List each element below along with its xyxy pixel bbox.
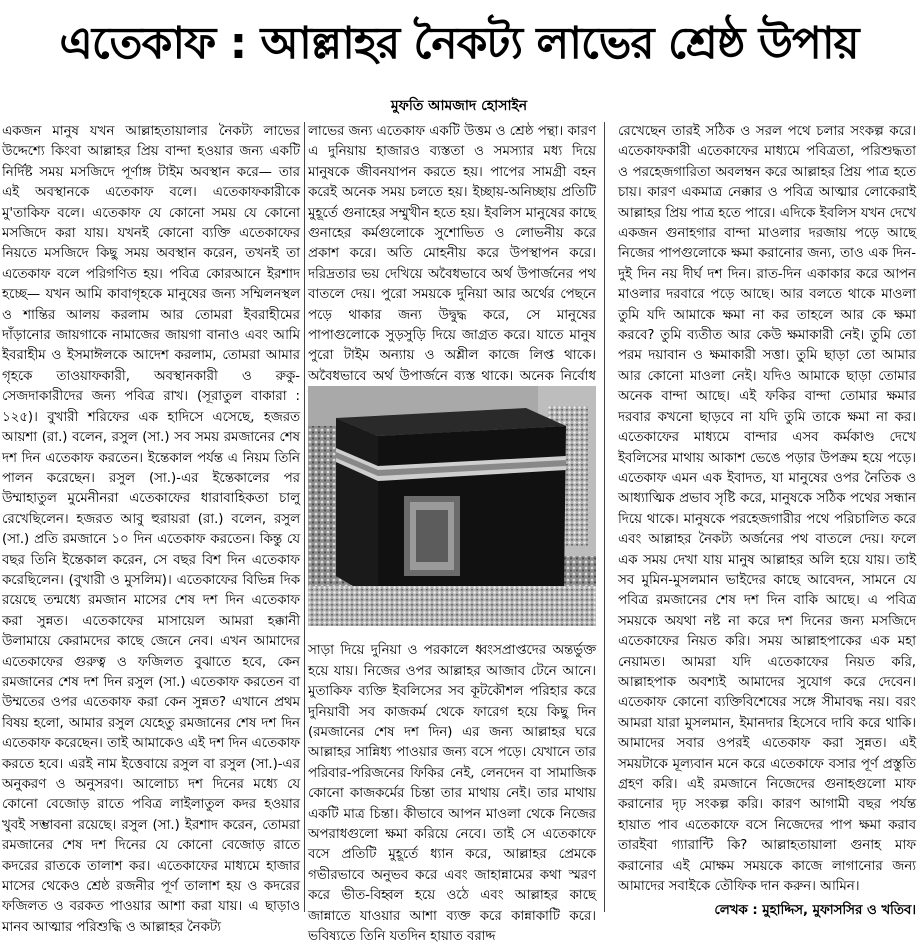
headline: এতেকাফ : আল্লাহর নৈকট্য লাভের শ্রেষ্ঠ উপায় (59, 18, 859, 69)
author-note: লেখক : মুহাদ্দিস, মুফাসসির ও খতিব। (714, 903, 916, 919)
kaaba-illustration (308, 386, 596, 626)
kaaba-photo (308, 386, 596, 626)
byline: মুফতি আমজাদ হোসাইন (390, 98, 528, 114)
column-3-text: রেখেছেন তারই সঠিক ও সরল পথে চলার সংকল্প করে। এতেকাফকারী এতেকাফের মাধ্যমে পবিত্রতা, পরিশুদ্ধতা ও পরহেজগারিতা অবলম্বন করে আল্লাহর প্রিয় পাত্র হতে চায়। কারণ একমাত্র নেক্কার ও পবিত্র আত্মার লোকেরাই আল্লাহর প্রিয় পাত্র হতে পারে। এদিকে ইবলিস যখন দেখে একজন গুনাহগার বান্দা মাওলার দরজায় পড়ে আছে নিজের পাপগুলোকে ক্ষমা করানোর জন্য, তাও এক দিন-দুই দিন নয় দীর্ঘ দশ দিন। রাত-দিন একাকার করে আপন মাওলার দরবারে পড়ে আছে। আর বলতে থাকে মাওলা তুমি যদি আমাকে ক্ষমা না কর তাহলে আর কে ক্ষমা করবে? তুমি ব্যতীত আর কেউ ক্ষমাকারী নেই। তুমি তো পরম দয়াবান ও ক্ষমাকারী সত্তা। তুমি ছাড়া তো আমার আর কোনো মাওলা নেই। যদিও আমাকে ছাড়া তোমার অনেক বান্দা আছে। এই ফকির বান্দা তোমার ক্ষমার দরবার কখনো ছাড়বে না যদি তুমি তাকে ক্ষমা না কর। এতেকাফের মাধ্যমে বান্দার এসব কর্মকাণ্ড দেখে ইবলিসের মাথায় আকাশ ভেঙে পড়ার উপক্রম হয়ে পড়ে। এতেকাফ এমন এক ইবাদত, যা মানুষের ওপর নৈতিক ও আধ্যাত্মিক প্রভাব সৃষ্টি করে, মানুষকে সঠিক পথের সন্ধান দিয়ে থাকে। মানুষকে পরহেজগারীর পথে পরিচালিত করে এবং আল্লাহর নৈকট্য অর্জনের পথ বাতলে দেয়। ফলে এক সময় দেখা যায় মানুষ আল্লাহর অলি হয়ে যায়। তাই সব মুমিন-মুসলমান ভাইদের কাছে আবেদন, সামনে যে পবিত্র রমজানের শেষ দশ দিন বাকি আছে। এ পবিত্র সময়কে অযথা নষ্ট না করে দশ দিনের জন্য মসজিদে এতেকাফের নিয়ত করি। সময় আল্লাহপাকের এক মহা নেয়ামত। আমরা যদি এতেকাফের নিয়ত করি, আল্লাহপাক অবশ্যই আমাদের সুযোগ করে দেবেন। এতেকাফ কোনো ব্যক্তিবিশেষের সঙ্গে সীমাবদ্ধ নয়। বরং আমরা যারা মুসলমান, ইমানদার হিসেবে দাবি করে থাকি। আমাদের সবার ওপরই এতেকাফ করা সুন্নত। এই সময়টাকে মূল্যবান মনে করে এতেকাফে বসার পূর্ণ প্রস্তুতি গ্রহণ করি। এই রমজানে নিজেদের গুনাহগুলো মাফ করানোর দৃঢ় সংকল্প করি। কারণ আগামী বছর পর্যন্ত হায়াত পাব এতেকাফে বসে নিজেদের পাপ ক্ষমা করাব তারইবা গ্যারান্টি কি? আল্লাহতায়ালা গুনাহ মাফ করানোর এই মোক্ষম সময়কে কাজে লাগানোর জন্য আমাদের সবাইকে তৌফিক দান করুন। আমিন। (618, 124, 916, 895)
column-rule (304, 122, 305, 912)
column-rule (604, 122, 605, 912)
article-column-1 (2, 122, 300, 935)
article-column-2-top (308, 122, 596, 382)
column-1-text: একজন মানুষ যখন আল্লাহতায়ালার নৈকট্য লাভের উদ্দেশ্যে কিংবা আল্লাহর প্রিয় বান্দা হওয়ার জন্য একটি নির্দিষ্ট সময় মসজিদে পূর্ণাঙ্গ টাইম অবস্থান করে— তার এই অবস্থানকে এতেকাফ বলে। এতেকাফকারীকে মু'তাকিফ বলে। এতেকাফ যে কোনো সময় যে কোনো মসজিদে করা যায়। যখনই কোনো ব্যক্তি এতেকাফের নিয়তে মসজিদে কিছু সময় অবস্থান করেন, তখনই তা এতেকাফ বলে পরিগণিত হয়। পবিত্র কোরআনে ইরশাদ হচ্ছে— যখন আমি কাবাগৃহকে মানুষের জন্য সম্মিলনস্থল ও শান্তির আলয় করলাম আর তোমরা ইবরাহীমের দাঁড়ানোর জায়গাকে নামাজের জায়গা বানাও এবং আমি ইবরাহীম ও ইসমাঈলকে আদেশ করলাম, তোমরা আমার গৃহকে তাওয়াফকারী, অবস্থানকারী ও রুকু-সেজদাকারীদের জন্য পবিত্র রাখ। (সূরাতুল বাকারা : ১২৫)। বুখারী শরিফের এক হাদিসে এসেছে, হজরত আয়শা (রা.) বলেন, রসুল (সা.) সব সময় রমজানের শেষ দশ দিন এতেকাফ করতেন। ইন্তেকাল পর্যন্ত এ নিয়ম তিনি পালন করেছেন। রসুল (সা.)-এর ইন্তেকালের পর উম্মাহাতুল মুমেনীনরা এতেকাফের ধারাবাহিকতা চালু রেখেছিলেন। হজরত আবু হুরায়রা (রা.) বলেন, রসুল (সা.) প্রতি রমজানে ১০ দিন এতেকাফ করতেন। কিন্তু যে বছর তিনি ইন্তেকাল করেন, সে বছর বিশ দিন এতেকাফ করেছিলেন। (বুখারী ও মুসলিম)। এতেকাফের বিভিন্ন দিক রয়েছে তন্মধ্যে রমজান মাসের শেষ দশ দিন এতেকাফ করা সুন্নত। এতেকাফের মাসায়েল আমরা হক্কানী উলামায়ে কেরামদের কাছে জেনে নেব। এখন আমাদের এতেকাফের গুরুত্ব ও ফজিলত বুঝাতে হবে, কেন রমজানের শেষ দশ দিন রসুল (সা.) এতেকাফ করতেন বা উম্মতের ওপর এতেকাফ করা কেন সুন্নত? এখানে প্রথম বিষয় হলো, আমার রসুল যেহেতু রমজানের শেষ দশ দিন এতেকাফ করেছেন। তাই আমাকেও এই দশ দিন এতেকাফ করতে হবে। এরই নাম ইত্তেবায়ে রসুল বা রসুল (সা.)-এর অনুকরণ ও অনুসরণ। আলোচ্য দশ দিনের মধ্যে যে কোনো বেজোড় রাতে পবিত্র লাইলাতুল কদর হওয়ার খুবই সম্ভাবনা রয়েছে। রসুল (সা.) ইরশাদ করেন, তোমরা রমজানের শেষ দশ দিনের যে কোনো বেজোড় রাতে কদরের রাতকে তালাশ কর। এতেকাফের মাধ্যমে হাজার মাসের থেকেও শ্রেষ্ঠ রজনীর পূর্ণ তালাশ হয় ও কদরের ফজিলত ও বরকত পাওয়ার আশা করা যায়। এ ছাড়াও মানব আত্মার পরিশুদ্ধি ও আল্লাহর নৈকট্য (2, 124, 300, 935)
column-2-top-text: লাভের জন্য এতেকাফ একটি উত্তম ও শ্রেষ্ঠ পন্থা। কারণ এ দুনিয়ায় হাজারও ব্যস্ততা ও সমস্যার মধ্য দিয়ে মানুষকে জীবনযাপন করতে হয়। পাপের সামগ্রী বহন করেই অনেক সময় চলতে হয়। ইচ্ছায়-অনিচ্ছায় প্রতিটি মুহূর্তে গুনাহের সম্মুখীন হতে হয়। ইবলিস মানুষের কাছে গুনাহের কর্মগুলোকে সুশোভিত ও লোভনীয় করে প্রকাশ করে। অতি মোহনীয় করে উপস্থাপন করে। দরিদ্রতার ভয় দেখিয়ে অবৈধভাবে অর্থ উপার্জনের পথ বাতলে দেয়। পুরো সময়কে দুনিয়া আর অর্থের পেছনে পড়ে থাকার জন্য উদ্বুদ্ধ করে, সে মানুষের পাপাগুলোকে সুড়সুড়ি দিয়ে জাগ্রত করে। যাতে মানুষ পুরো টাইম অন্যায় ও অশ্লীল কাজে লিপ্ত থাকে। অবৈধভাবে অর্থ উপার্জনে ব্যস্ত থাকে। অনেক নির্বোধ (308, 124, 596, 384)
column-2-bottom-text: সাড়া দিয়ে দুনিয়া ও পরকালে ধ্বংসপ্রাপ্তদের অন্তর্ভুক্ত হয়ে যায়। নিজের ওপর আল্লাহর আজাব টেনে আনে। মুতাকিফ ব্যক্তি ইবলিসের সব কূটকৌশল পরিহার করে দুনিয়াবী সব কাজকর্ম থেকে ফারেগ হয়ে কিছু দিন (রমজানের শেষ দশ দিন) এর জন্য আল্লাহর ঘরে আল্লাহর সান্নিধ্য পাওয়ার জন্য বসে পড়ে। যেখানে তার পরিবার-পরিজনের ফিকির নেই, লেনদেন বা সামাজিক কোনো কাজকর্মের চিন্তা তার মাথায় নেই। তার মাথায় একটি মাত্র চিন্তা। কীভাবে আপন মাওলা থেকে নিজের অপরাধগুলো ক্ষমা করিয়ে নেবে। তাই সে এতেকাফে বসে প্রতিটি মুহূর্তে ধ্যান করে, আল্লাহর প্রেমকে গভীরভাবে অনুভব করে এবং জাহান্নামের কথা স্মরণ করে ভীত-বিহ্বল হয়ে ওঠে এবং আল্লাহর কাছে জান্নাতে যাওয়ার আশা ব্যক্ত করে কান্নাকাটি করে। ভবিষ্যতে তিনি যতদিন হায়াত বরাদ্দ (308, 643, 596, 944)
article-column-3 (618, 122, 916, 919)
article-column-2-bottom (308, 628, 596, 944)
